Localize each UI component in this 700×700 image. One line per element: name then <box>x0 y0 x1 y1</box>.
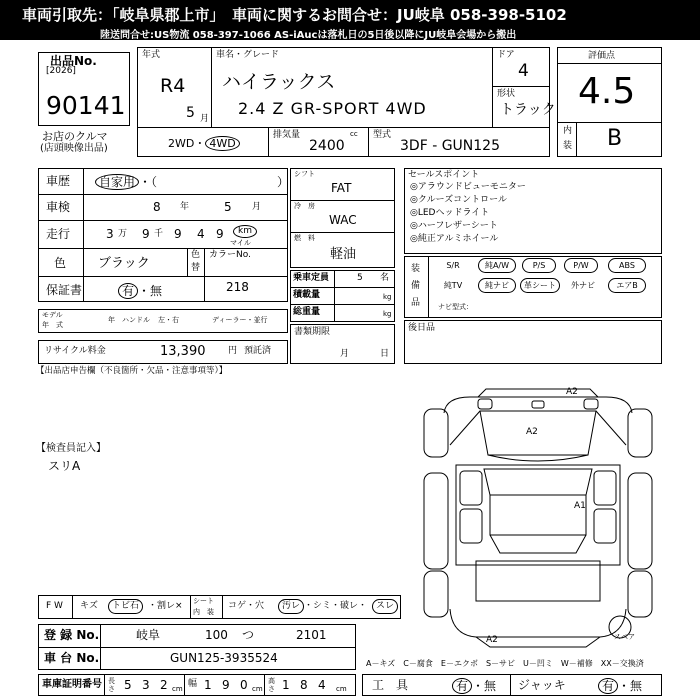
score-label: 評価点 <box>588 51 616 61</box>
door-label: ドア <box>497 50 515 60</box>
jack-none: ・無 <box>618 679 643 693</box>
color-label: 色 <box>54 256 67 270</box>
pickup-header: 車両引取先：「岐阜県郡上市」 車両に関するお問合せ：JU岐阜 058-398-5102 <box>0 0 700 25</box>
history-label: 車歴 <box>46 174 71 188</box>
damage-mark-hood: A2 <box>526 427 538 437</box>
year-label: 年式 <box>142 50 161 60</box>
total-weight-unit: kg <box>383 310 392 318</box>
interior-label-2: 装 <box>563 141 573 151</box>
equip-ps: P/S <box>522 258 556 273</box>
sales-point-3: ◎LEDヘッドライト <box>410 208 490 218</box>
length-digit-2: 3 <box>142 678 150 692</box>
history-value <box>95 173 289 190</box>
equip-pw: P/W <box>564 258 598 273</box>
interior-score: B <box>607 126 623 151</box>
mileage-unit: km <box>233 225 257 238</box>
sales-point-label: セールスポイント <box>408 170 480 180</box>
dealer-label: ディーラー・並行 <box>212 316 268 324</box>
private-use: 自家用 <box>95 174 139 190</box>
shop-car-label: お店のクルマ <box>42 130 108 143</box>
seat-label-1: シート <box>193 597 214 605</box>
width-digit-1: 1 <box>204 678 212 692</box>
fuel-label: 燃 料 <box>294 234 315 242</box>
equip-abs: ABS <box>608 258 646 273</box>
fuel-value: 軽油 <box>330 247 357 262</box>
height-label: 高さ <box>268 677 275 693</box>
color-no: 218 <box>226 280 249 294</box>
navi-type-label: ナビ型式： <box>438 303 473 311</box>
shaken-month-unit: 月 <box>252 202 262 212</box>
equipment-label-2: 備 <box>411 281 421 291</box>
seat-stain-tear: ・シミ・破レ・ <box>304 601 368 611</box>
reg-label: 登 録 No. <box>44 628 100 642</box>
tools-label: 工 具 <box>372 678 409 692</box>
type-label: 型式 <box>373 130 392 140</box>
tools-none: ・無 <box>472 679 497 693</box>
exhibitor-notes-label: 【出品店申告欄（不良箇所・欠品・注意事項等）】 <box>36 366 228 376</box>
capacity-label: 乗車定員 <box>293 273 330 283</box>
fw-label: F W <box>46 601 63 611</box>
shape: トラック <box>500 102 556 118</box>
garage-cert-label: 車庫証明番号 <box>42 679 102 690</box>
length-label: 長さ <box>108 677 115 693</box>
tools-have: 有 <box>452 678 472 694</box>
width-unit: cm <box>252 685 263 693</box>
equipment-label-3: 品 <box>411 298 421 308</box>
capacity-value: 5 <box>357 273 363 283</box>
mileage-label: 走行 <box>46 227 71 241</box>
recycle-label: リサイクル料金 <box>44 346 106 356</box>
mileage-man-unit: 万 <box>118 229 128 239</box>
ac-value: WAC <box>329 213 357 227</box>
equip-genuine-navi: 純ナビ <box>478 278 516 293</box>
equip-genuine-aw: 純A/W <box>478 258 516 273</box>
capacity-unit: 名 <box>380 273 390 283</box>
year-era: R4 <box>160 75 186 97</box>
seat-dirt: 汚レ <box>278 599 304 614</box>
lot-number: 90141 <box>46 91 126 120</box>
sales-point-5: ◎純正アルミホイール <box>410 234 499 244</box>
shaken-year: 8 <box>153 200 161 214</box>
warranty-no: ・無 <box>138 284 163 298</box>
shaken-year-unit: 年 <box>180 202 190 212</box>
seat-burn-hole: コゲ・穴 <box>228 601 265 611</box>
recycle-note: 預託済 <box>244 346 272 356</box>
fw-crack-label: ・割レ× <box>148 601 183 611</box>
drive-2wd: 2WD <box>168 137 195 150</box>
length-digit-3: 2 <box>160 678 168 692</box>
drive-separator: ・ <box>194 137 206 150</box>
lot-year-stamp: [2026] <box>46 66 76 76</box>
height-digit-1: 1 <box>282 678 290 692</box>
mileage-unit-alt: マイル <box>230 239 251 247</box>
jack-have: 有 <box>598 678 618 694</box>
sales-point-4: ◎ハーフレザーシート <box>410 221 498 231</box>
doc-label: 書類期限 <box>294 327 331 337</box>
total-weight-label: 総重量 <box>293 307 321 317</box>
load-unit: kg <box>383 293 392 301</box>
color-change-2: 替 <box>191 263 201 273</box>
chassis-number: GUN125-3935524 <box>170 651 278 665</box>
equip-leather-seat: 革シート <box>520 278 560 293</box>
displacement-unit: cc <box>350 130 358 138</box>
year-month: 5 <box>186 105 195 121</box>
ac-label: 冷 房 <box>294 202 315 210</box>
after-items-label: 後日品 <box>408 323 436 333</box>
jack-value <box>598 677 642 694</box>
shift-value: FAT <box>331 181 352 195</box>
equipment-label-1: 装 <box>411 264 421 274</box>
width-label: 幅 <box>188 679 198 689</box>
damage-mark-rear: A2 <box>486 635 498 645</box>
model-year-unit: 年 <box>108 316 115 324</box>
recycle-unit: 円 <box>228 346 238 356</box>
score-value: 4.5 <box>578 71 636 112</box>
mileage-digit-3: 4 <box>197 227 205 241</box>
recycle-value: 13,390 <box>160 344 206 359</box>
seat-wear: スレ <box>372 599 398 614</box>
height-digit-2: 8 <box>300 678 308 692</box>
color-change-1: 色 <box>191 250 201 260</box>
shape-label: 形状 <box>497 89 516 99</box>
model-year-label-2: 年 式 <box>42 321 63 329</box>
model-year-label-1: モデル <box>42 311 63 319</box>
mileage-sen-unit: 千 <box>154 229 164 239</box>
displacement-label: 排気量 <box>273 130 301 140</box>
equip-external-navi: 外ナビ <box>571 281 595 290</box>
load-label: 積載量 <box>293 290 321 300</box>
handle-value: 左・右 <box>158 316 179 324</box>
sales-point-1: ◎アラウンドビューモニター <box>410 182 526 192</box>
warranty-yes: 有 <box>118 283 138 299</box>
damage-mark-side: A1 <box>574 501 586 511</box>
shop-car-sub: (店頭映像出品) <box>40 143 108 154</box>
width-digit-2: 9 <box>222 678 230 692</box>
shaken-month: 5 <box>224 200 232 214</box>
history-rest: ・（ ） <box>139 175 290 189</box>
car-damage-diagram <box>420 385 656 653</box>
color-value: ブラック <box>98 256 150 271</box>
width-digit-3: 0 <box>240 678 248 692</box>
chassis-label: 車 台 No. <box>44 651 100 665</box>
damage-mark-front-top: A2 <box>566 387 578 397</box>
type: 3DF - GUN125 <box>400 138 500 154</box>
reg-number: 2101 <box>296 628 327 642</box>
drive-4wd: 4WD <box>205 136 239 151</box>
equip-sunroof: S/R <box>446 261 460 270</box>
shift-label: シフト <box>294 170 315 178</box>
doors: 4 <box>518 61 529 81</box>
shaken-label: 車検 <box>46 200 71 214</box>
drive-type <box>168 135 240 151</box>
warranty-label: 保証書 <box>46 283 83 297</box>
handle-label: ハンドル <box>122 316 150 324</box>
displacement: 2400 <box>309 138 345 154</box>
fw-scratch-label: キズ <box>80 601 98 611</box>
car-grade: 2.4 Z GR-SPORT 4WD <box>238 99 427 118</box>
doc-day-unit: 日 <box>380 349 390 359</box>
jack-label: ジャッキ <box>518 678 566 692</box>
reg-pref: 岐阜 <box>136 628 161 642</box>
after-items-box <box>404 320 662 364</box>
model-label: 車名・グレード <box>216 50 280 60</box>
tools-value <box>452 677 496 694</box>
mileage-digit-1: 9 <box>142 227 150 241</box>
fw-chip-value: トビ石 <box>108 599 143 614</box>
lot-label: 出品No. <box>50 54 97 68</box>
color-no-label: カラーNo. <box>209 250 251 260</box>
doc-month-unit: 月 <box>340 349 350 359</box>
transport-header: 陸送問合せ:US物流 058-397-1066 AS-iAucは落札日の5日後以降にJU岐阜会場から搬出 <box>0 25 700 40</box>
sales-point-2: ◎クルーズコントロール <box>410 195 507 205</box>
warranty-value <box>118 282 162 299</box>
inspector-text: スリA <box>48 459 81 473</box>
car-name: ハイラックス <box>222 71 336 93</box>
reg-kana: つ <box>242 628 255 642</box>
mileage-man: 3 <box>106 227 114 241</box>
equip-airbag: エアB <box>608 278 646 293</box>
interior-label-1: 内 <box>563 126 573 136</box>
seat-label-2: 内 装 <box>193 608 214 616</box>
length-digit-1: 5 <box>124 678 132 692</box>
height-unit: cm <box>336 685 347 693</box>
height-digit-3: 4 <box>318 678 326 692</box>
length-unit: cm <box>172 685 183 693</box>
year-month-unit: 月 <box>200 114 210 124</box>
equip-genuine-tv: 純TV <box>443 281 463 290</box>
damage-legend: A－キズ C－腐食 E－エクボ S－サビ U－凹ミ W－補修 XX－交換済 <box>366 659 644 668</box>
inspector-label: 【検査員記入】 <box>36 443 106 454</box>
spare-label: スペア <box>614 633 635 641</box>
mileage-digit-2: 9 <box>174 227 182 241</box>
mileage-digit-4: 9 <box>216 227 224 241</box>
reg-class: 100 <box>205 628 228 642</box>
